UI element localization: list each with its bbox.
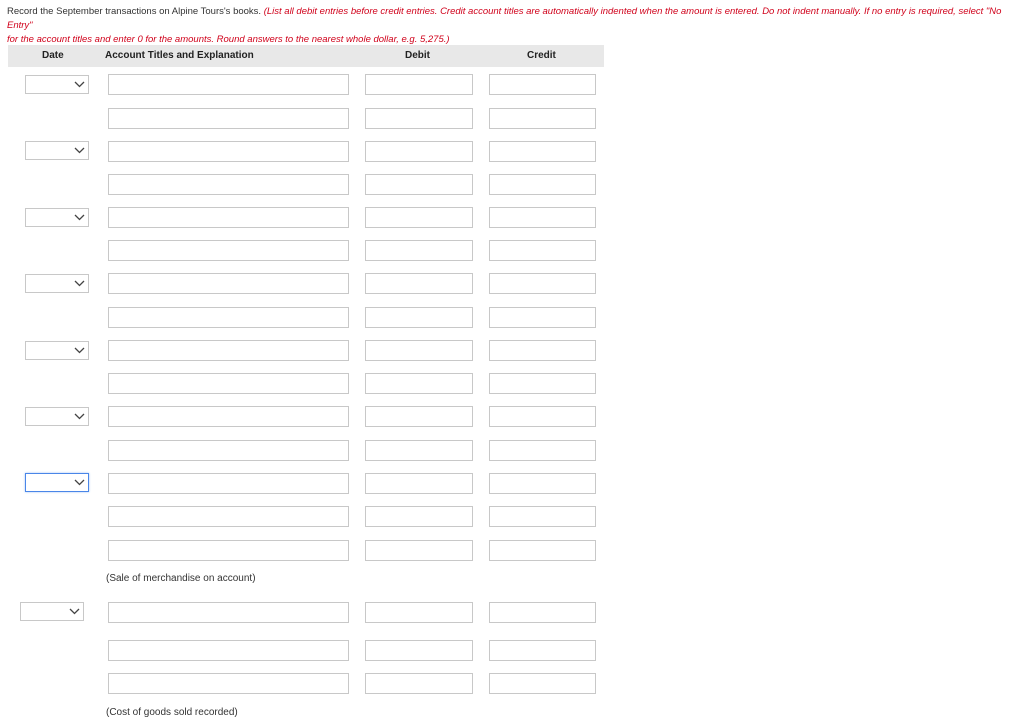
debit-input[interactable] bbox=[365, 406, 473, 427]
debit-input[interactable] bbox=[365, 473, 473, 494]
credit-input[interactable] bbox=[489, 141, 596, 162]
debit-input[interactable] bbox=[365, 440, 473, 461]
chevron-down-icon bbox=[74, 280, 85, 287]
header-credit: Credit bbox=[527, 50, 556, 61]
debit-input[interactable] bbox=[365, 640, 473, 661]
account-title-input[interactable] bbox=[108, 640, 349, 661]
debit-input[interactable] bbox=[365, 673, 473, 694]
credit-input[interactable] bbox=[489, 240, 596, 261]
instructions-detail-line2: for the account titles and enter 0 for the amounts. Round answers to the nearest whole dollar, e.g. 5,275.) bbox=[7, 34, 450, 45]
account-title-input[interactable] bbox=[108, 273, 349, 294]
credit-input[interactable] bbox=[489, 640, 596, 661]
credit-input[interactable] bbox=[489, 473, 596, 494]
debit-input[interactable] bbox=[365, 108, 473, 129]
chevron-down-icon bbox=[69, 608, 80, 615]
account-title-input[interactable] bbox=[108, 207, 349, 228]
account-title-input[interactable] bbox=[108, 240, 349, 261]
credit-input[interactable] bbox=[489, 273, 596, 294]
account-title-input[interactable] bbox=[108, 174, 349, 195]
instructions-detail-line1: (List all debit entries before credit entries. Credit account titles are automatically indented when the amount is entered. Do not indent manually. If no entry is required, select "No Entry" bbox=[7, 6, 1002, 31]
chevron-down-icon bbox=[74, 214, 85, 221]
credit-input[interactable] bbox=[489, 207, 596, 228]
debit-input[interactable] bbox=[365, 240, 473, 261]
chevron-down-icon bbox=[74, 347, 85, 354]
debit-input[interactable] bbox=[365, 273, 473, 294]
debit-input[interactable] bbox=[365, 602, 473, 623]
debit-input[interactable] bbox=[365, 307, 473, 328]
debit-input[interactable] bbox=[365, 373, 473, 394]
account-title-input[interactable] bbox=[108, 340, 349, 361]
account-title-input[interactable] bbox=[108, 141, 349, 162]
header-account: Account Titles and Explanation bbox=[105, 50, 254, 61]
credit-input[interactable] bbox=[489, 506, 596, 527]
instructions-lead: Record the September transactions on Alpine Tours's books. bbox=[7, 6, 262, 17]
account-title-input[interactable] bbox=[108, 307, 349, 328]
credit-input[interactable] bbox=[489, 373, 596, 394]
chevron-down-icon bbox=[74, 81, 85, 88]
account-title-input[interactable] bbox=[108, 506, 349, 527]
debit-input[interactable] bbox=[365, 174, 473, 195]
credit-input[interactable] bbox=[489, 673, 596, 694]
date-select[interactable] bbox=[25, 75, 89, 94]
credit-input[interactable] bbox=[489, 540, 596, 561]
account-title-input[interactable] bbox=[108, 406, 349, 427]
entry-explanation-cogs: (Cost of goods sold recorded) bbox=[106, 707, 238, 718]
account-title-input[interactable] bbox=[108, 673, 349, 694]
credit-input[interactable] bbox=[489, 307, 596, 328]
entry-explanation-sale: (Sale of merchandise on account) bbox=[106, 573, 256, 584]
credit-input[interactable] bbox=[489, 406, 596, 427]
chevron-down-icon bbox=[74, 147, 85, 154]
date-select[interactable] bbox=[25, 208, 89, 227]
account-title-input[interactable] bbox=[108, 540, 349, 561]
account-title-input[interactable] bbox=[108, 108, 349, 129]
credit-input[interactable] bbox=[489, 174, 596, 195]
date-select[interactable] bbox=[25, 141, 89, 160]
debit-input[interactable] bbox=[365, 141, 473, 162]
account-title-input[interactable] bbox=[108, 373, 349, 394]
date-select[interactable] bbox=[25, 274, 89, 293]
debit-input[interactable] bbox=[365, 74, 473, 95]
debit-input[interactable] bbox=[365, 340, 473, 361]
header-debit: Debit bbox=[405, 50, 430, 61]
date-select[interactable] bbox=[25, 473, 89, 492]
header-date: Date bbox=[42, 50, 64, 61]
journal-header bbox=[8, 45, 604, 67]
debit-input[interactable] bbox=[365, 506, 473, 527]
date-select[interactable] bbox=[20, 602, 84, 621]
chevron-down-icon bbox=[74, 479, 85, 486]
account-title-input[interactable] bbox=[108, 440, 349, 461]
debit-input[interactable] bbox=[365, 540, 473, 561]
credit-input[interactable] bbox=[489, 74, 596, 95]
account-title-input[interactable] bbox=[108, 74, 349, 95]
chevron-down-icon bbox=[74, 413, 85, 420]
credit-input[interactable] bbox=[489, 602, 596, 623]
account-title-input[interactable] bbox=[108, 602, 349, 623]
instructions bbox=[7, 5, 1019, 47]
credit-input[interactable] bbox=[489, 440, 596, 461]
debit-input[interactable] bbox=[365, 207, 473, 228]
credit-input[interactable] bbox=[489, 108, 596, 129]
account-title-input[interactable] bbox=[108, 473, 349, 494]
date-select[interactable] bbox=[25, 407, 89, 426]
date-select[interactable] bbox=[25, 341, 89, 360]
credit-input[interactable] bbox=[489, 340, 596, 361]
